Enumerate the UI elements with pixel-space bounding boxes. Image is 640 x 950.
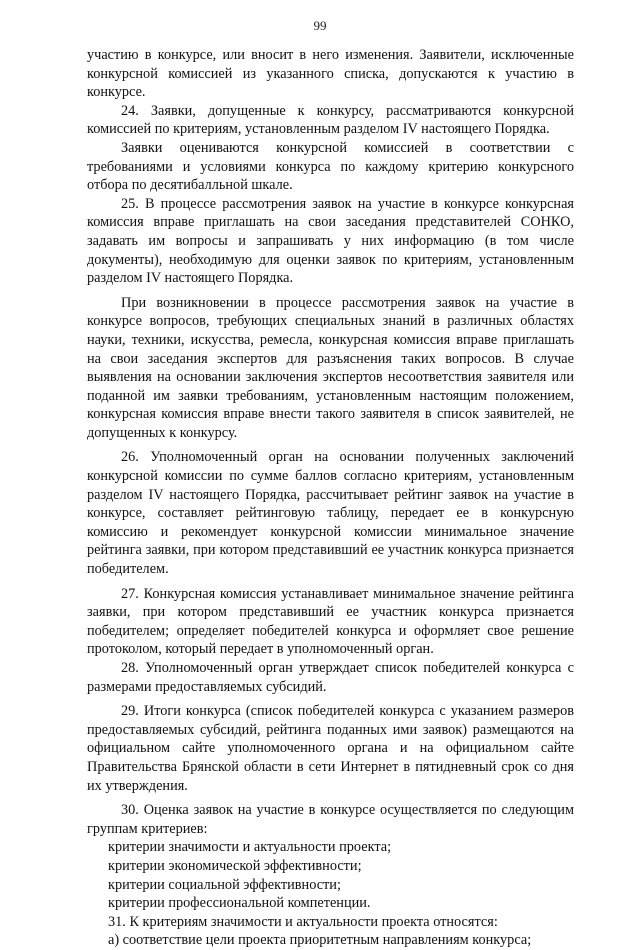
criteria-list-item: критерии значимости и актуальности проекта; bbox=[108, 839, 392, 856]
criteria-list-item: критерии профессиональной компетенции. bbox=[108, 895, 371, 912]
paragraph-continuation: участию в конкурсе, или вносит в него изменения. Заявители, исключенные конкурсной комиссией из указанного списка, допускаются к участию в конкурсе. bbox=[87, 47, 574, 101]
document-body bbox=[87, 46, 574, 950]
criteria-list-item: критерии социальной эффективности; bbox=[108, 876, 341, 893]
paragraph-30: 30. Оценка заявок на участие в конкурсе осуществляется по следующим группам критериев: bbox=[87, 802, 574, 837]
paragraph-31-a: а) соответствие цели проекта приоритетным направлениям конкурса; bbox=[108, 932, 532, 949]
paragraph-25: 25. В процессе рассмотрения заявок на участие в конкурсе конкурсная комиссия вправе приглашать на свои заседания представителей СОНКО, задавать им вопросы и запрашивать у них информацию (в том числе документы), необходимую для оценки заявок по критериям, установленным разделом IV настоящего Порядка. bbox=[87, 195, 574, 287]
paragraph-27: 27. Конкурсная комиссия устанавливает минимальное значение рейтинга заявки, при котором представивший ее участник конкурса признается победителем; определяет победителей конкурса и оформляет свое решение протоколом, который передает в уполномоченный орган. bbox=[87, 585, 574, 658]
page-number: 99 bbox=[313, 18, 327, 33]
paragraph-31: 31. К критериям значимости и актуальности проекта относятся: bbox=[108, 913, 498, 930]
paragraph-25-experts: При возникновении в процессе рассмотрения заявок на участие в конкурсе вопросов, требующих специальных знаний в различных областях науки, техники, искусства, ремесла, конкурсная комиссия вправе приглашать на свои заседания экспертов для разъяснения таких вопросов. В случае выявления на основании заключения экспертов несоответствия заявителя или поданной им заявки требованиям, установленным настоящим положением, конкурсная комиссия вправе внести такого заявителя в список заявителей, не допущенных к конкурсу. bbox=[87, 294, 574, 441]
paragraph-28: 28. Уполномоченный орган утверждает список победителей конкурса с размерами предоставляемых субсидий. bbox=[87, 660, 574, 695]
paragraph-24: 24. Заявки, допущенные к конкурсу, рассматриваются конкурсной комиссией по критериям, установленным разделом IV настоящего Порядка. bbox=[87, 102, 574, 138]
paragraph-24-scoring: Заявки оцениваются конкурсной комиссией в соответствии с требованиями и условиями конкурса по каждому критерию конкурсного отбора по десятибалльной шкале. bbox=[87, 139, 574, 194]
criteria-list-item: критерии экономической эффективности; bbox=[108, 857, 362, 874]
paragraph-26: 26. Уполномоченный орган на основании полученных заключений конкурсной комиссии по сумме баллов согласно критериям, установленным разделом IV настоящего Порядка, рассчитывает рейтинг заявок на участие в конкурсе, составляет рейтинговую таблицу, передает ее в конкурсную комиссию и рекомендует конкурсной комиссии минимальное значение рейтинга заявки, при котором представивший ее участник конкурса признается победителем. bbox=[87, 449, 574, 578]
paragraph-29: 29. Итоги конкурса (список победителей конкурса с указанием размеров предоставляемых субсидий, рейтинга поданных ими заявок) размещаются на официальном сайте уполномоченного органа и на официальном сайте Правительства Брянской области в сети Интернет в пятидневный срок со дня их утверждения. bbox=[87, 703, 574, 794]
